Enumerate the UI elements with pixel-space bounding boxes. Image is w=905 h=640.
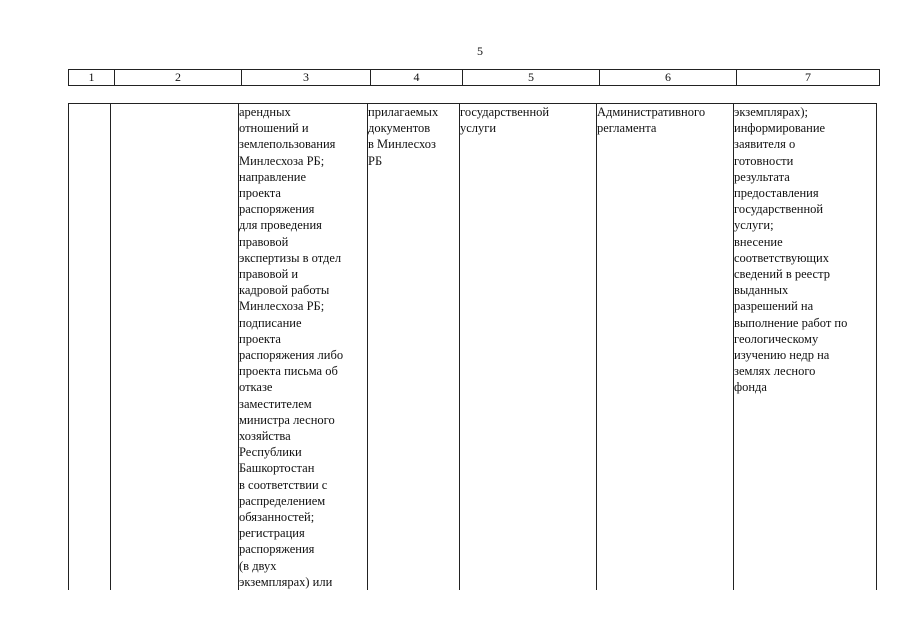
cell-col-4: прилагаемых документов в Минлесхоз РБ (368, 104, 460, 597)
cell-col-7: экземплярах); информирование заявителя о готовности результата предоставления государственной услуги; внесение соответствующих сведений в реестр выданных разрешений на выполнение работ по геологическому изучению недр на землях лесного фонда (734, 104, 877, 597)
cell-col-5: государственной услуги (460, 104, 597, 597)
header-col-2: 2 (115, 70, 242, 86)
page-bottom-margin (60, 590, 900, 640)
page-number: 5 (477, 44, 483, 58)
header-col-4: 4 (371, 70, 463, 86)
cell-col-6: Административного регламента (597, 104, 734, 597)
header-col-5: 5 (463, 70, 600, 86)
procedure-table (68, 103, 877, 597)
header-col-7: 7 (737, 70, 880, 86)
cell-col-1 (69, 104, 111, 597)
header-col-1: 1 (69, 70, 115, 86)
cell-col-2 (111, 104, 239, 597)
cell-col-3: арендных отношений и землепользования Минлесхоза РБ; направление проекта распоряжения для проведения правовой экспертизы в отдел правовой и кадровой работы Минлесхоза РБ; подписание проекта распоряжения либо проекта письма об отказе заместителем министра лесного хозяйства Республики Башкортостан в соответствии с распределением обязанностей; регистрация распоряжения (в двух экземплярах) или (239, 104, 368, 597)
table-row (69, 104, 877, 597)
column-number-header (68, 69, 880, 86)
header-row (69, 70, 880, 86)
header-col-6: 6 (600, 70, 737, 86)
header-col-3: 3 (242, 70, 371, 86)
